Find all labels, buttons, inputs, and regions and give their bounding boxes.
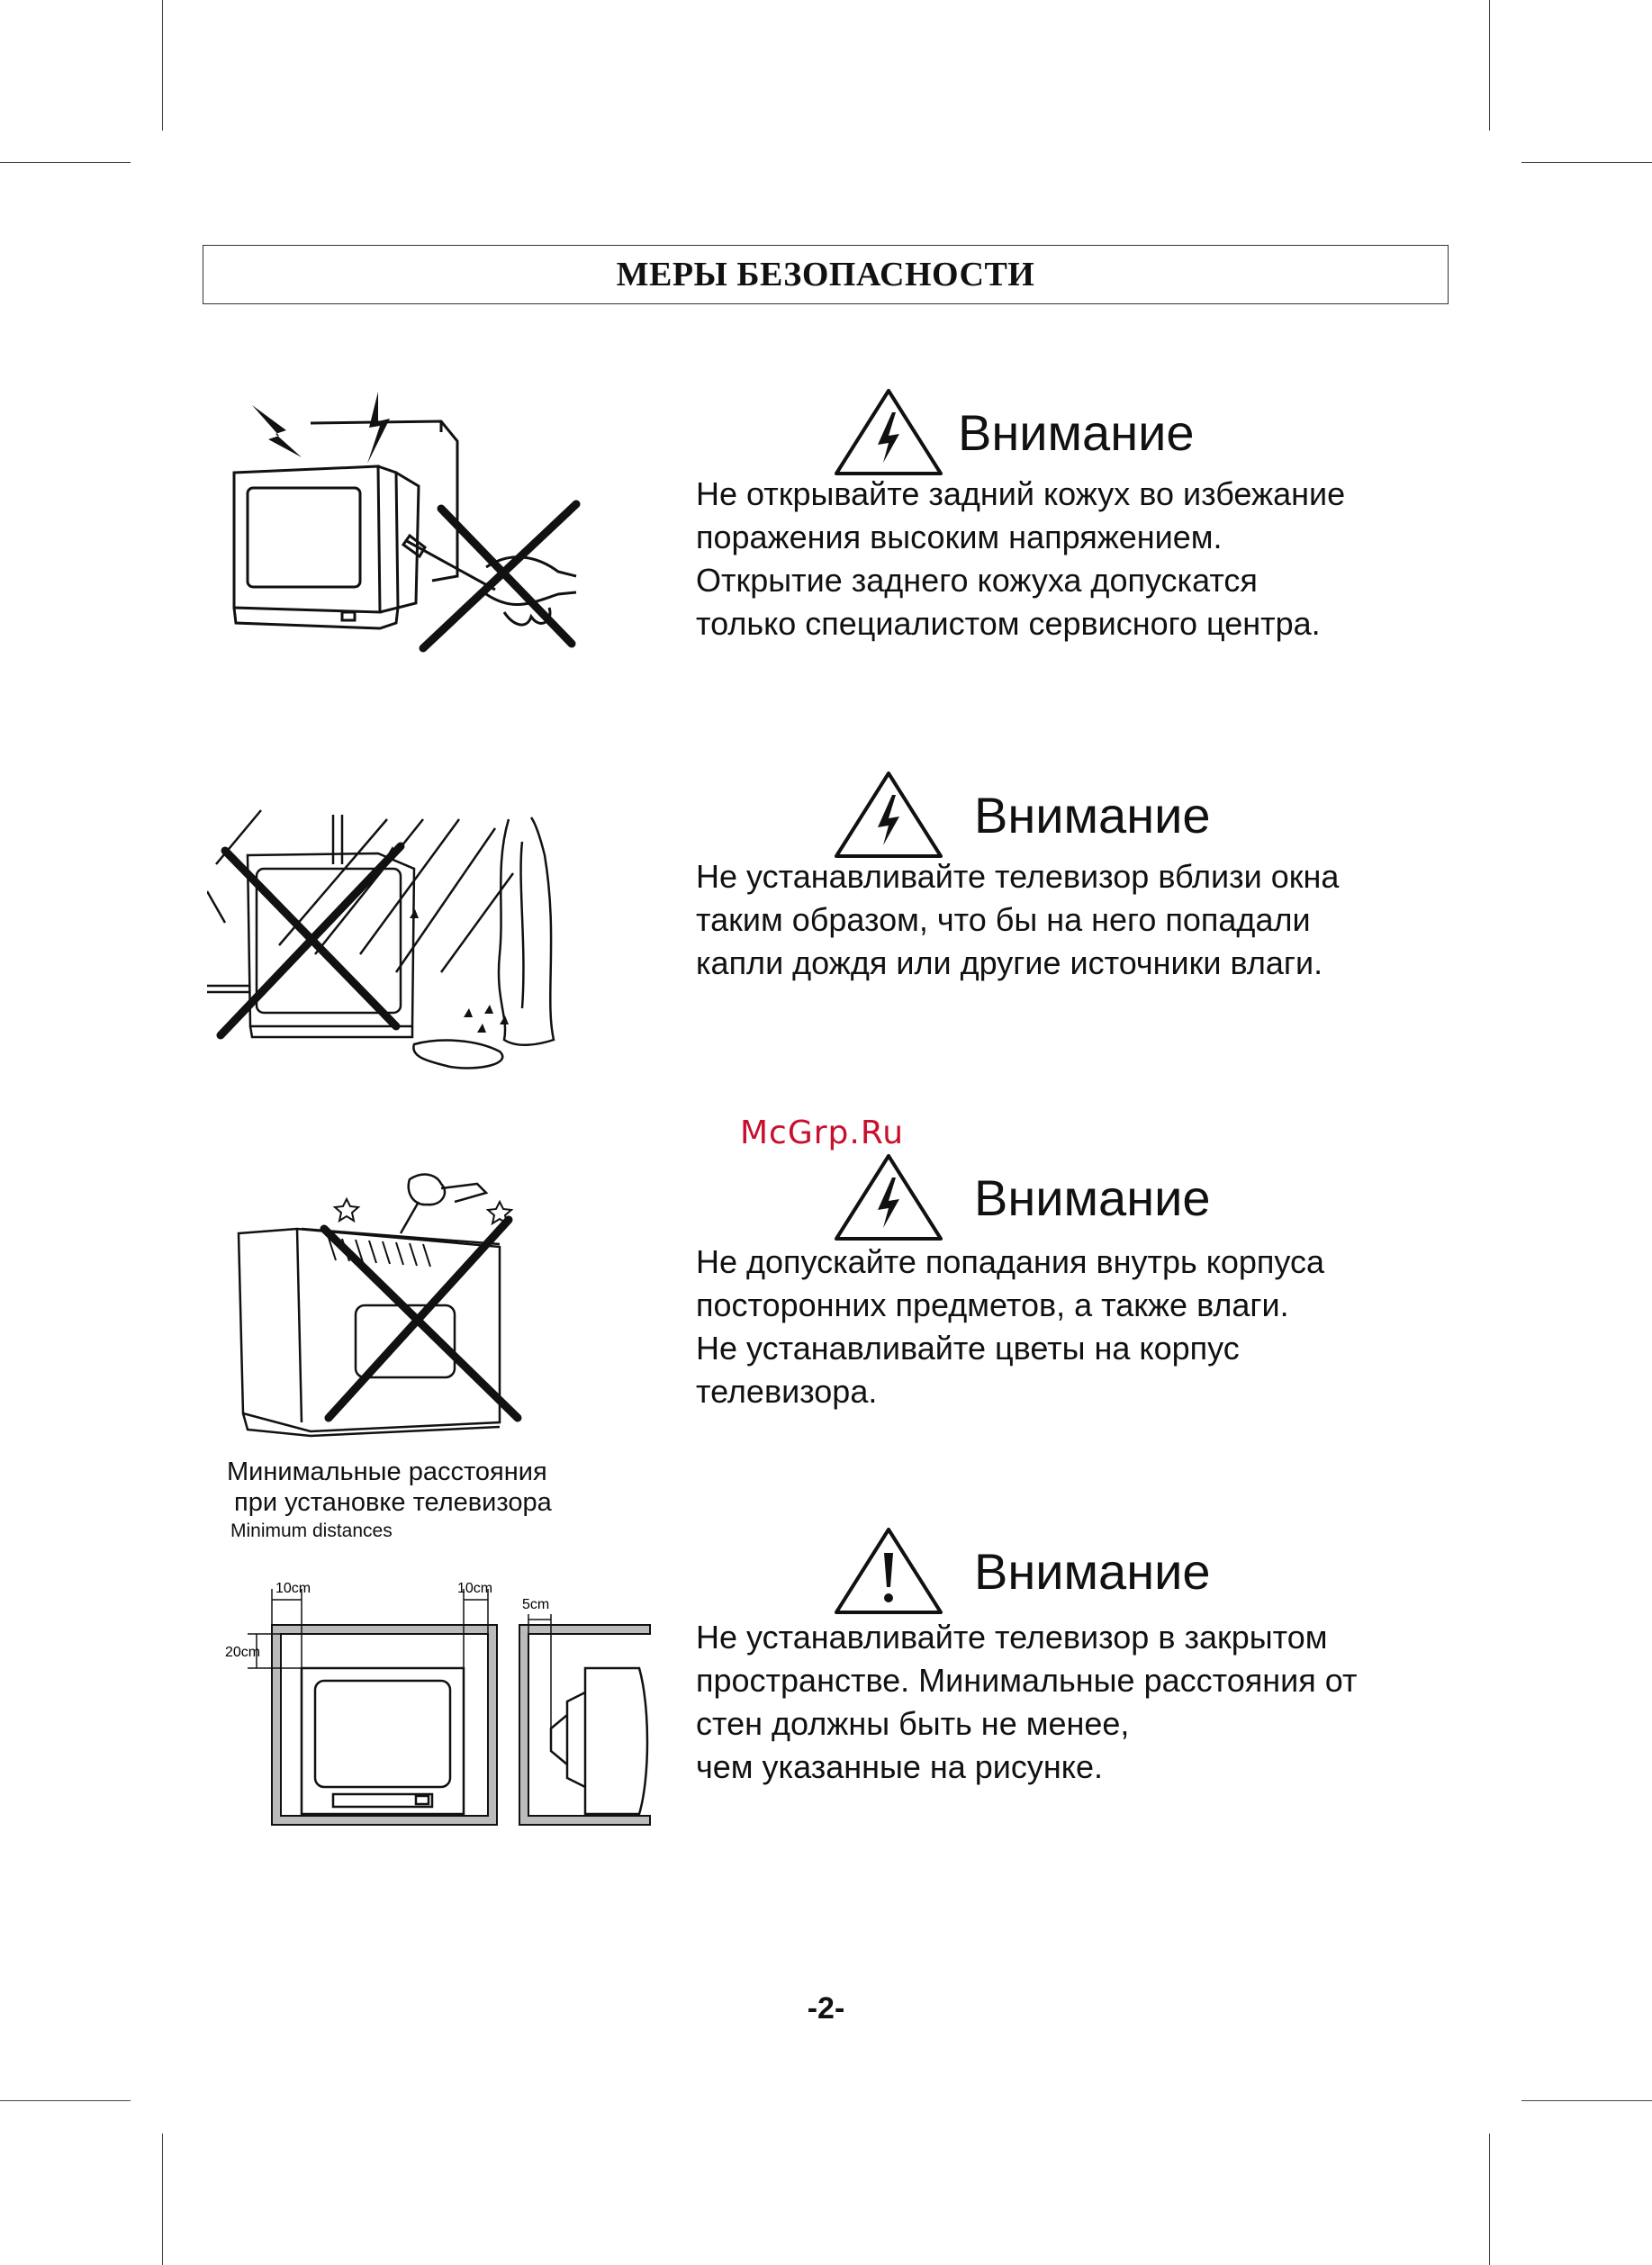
distances-caption bbox=[227, 1457, 552, 1545]
dist-label-top: 20cm bbox=[225, 1645, 261, 1660]
dist-label-right: 10cm bbox=[457, 1581, 493, 1596]
page-number: -2- bbox=[807, 1991, 845, 2026]
caution-title: Внимание bbox=[974, 1169, 1211, 1226]
caution-text-2: Не устанавливайте телевизор вблизи окна таким образом, что бы на него попадали капли дождя или другие источники влаги. bbox=[696, 858, 1340, 981]
illustration-min-distances bbox=[216, 1571, 657, 1832]
crop-mark bbox=[1489, 0, 1490, 131]
crop-mark bbox=[162, 0, 163, 131]
illustration-near-window bbox=[207, 801, 585, 1089]
watermark: McGrp.Ru bbox=[740, 1114, 905, 1151]
illustration-back-cover bbox=[216, 387, 603, 657]
caution-title: Внимание bbox=[958, 403, 1195, 461]
section-header bbox=[203, 245, 1449, 304]
caution-text-3: Не допускайте попадания внутрь корпуса посторонних предметов, а также влаги. Не устанавливайте цветы на корпус телевизора. bbox=[696, 1243, 1325, 1410]
dist-label-back: 5cm bbox=[522, 1597, 550, 1612]
distances-caption-line2: при установке телевизора bbox=[234, 1488, 552, 1517]
high-voltage-warning-icon bbox=[833, 770, 945, 860]
crop-mark bbox=[1489, 2134, 1490, 2265]
page-title: МЕРЫ БЕЗОПАСНОСТИ bbox=[616, 256, 1035, 293]
crop-mark bbox=[0, 2100, 131, 2101]
caution-heading-3 bbox=[833, 1152, 1211, 1242]
dist-label-left: 10cm bbox=[275, 1581, 311, 1596]
distances-caption-line1: Минимальные расстояния bbox=[227, 1457, 547, 1486]
caution-text-4: Не устанавливайте телевизор в закрытом пространстве. Минимальные расстояния от стен должны быть не менее, чем указанные на рисунке. bbox=[696, 1619, 1358, 1785]
caution-title: Внимание bbox=[974, 1542, 1211, 1600]
caution-heading-2 bbox=[833, 770, 1211, 860]
high-voltage-warning-icon bbox=[833, 387, 945, 477]
crop-mark bbox=[1521, 2100, 1652, 2101]
distances-caption-en: Minimum distances bbox=[230, 1521, 393, 1541]
crop-mark bbox=[162, 2134, 163, 2265]
crop-mark bbox=[1521, 162, 1652, 163]
high-voltage-warning-icon bbox=[833, 1152, 945, 1242]
exclamation-warning-icon bbox=[833, 1526, 945, 1616]
caution-heading-4 bbox=[833, 1526, 1211, 1616]
caution-heading-1 bbox=[833, 387, 1195, 477]
illustration-objects-on-top bbox=[230, 1161, 536, 1449]
caution-title: Внимание bbox=[974, 786, 1211, 844]
caution-text-1: Не открывайте задний кожух во избежание поражения высоким напряжением. Открытие заднего кожуха допускатся только специалистом сервисного центра. bbox=[696, 475, 1346, 642]
crop-mark bbox=[0, 162, 131, 163]
